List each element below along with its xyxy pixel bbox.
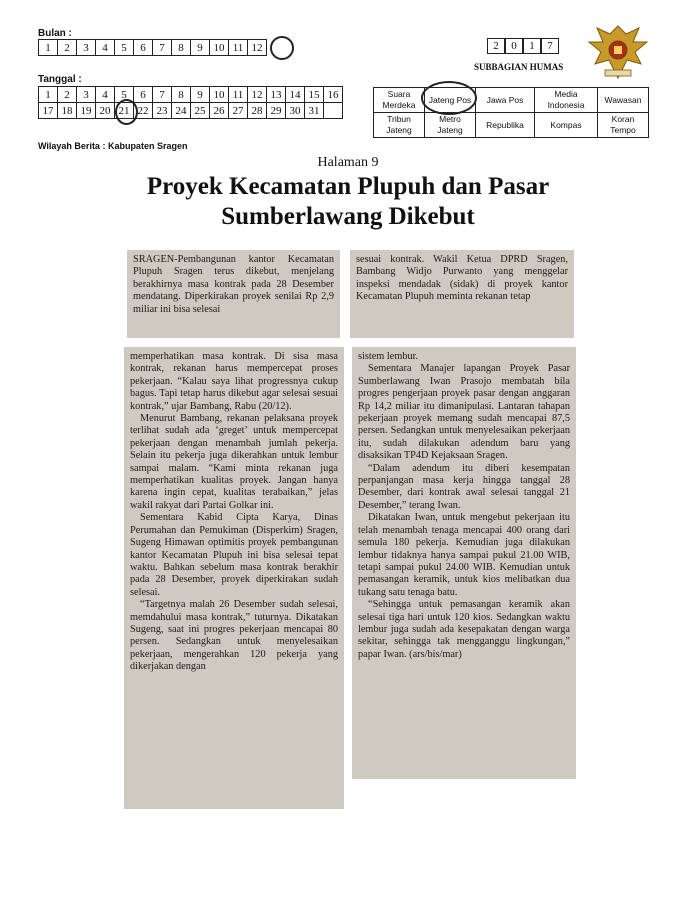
media-cell: Tribun Jateng (374, 113, 425, 138)
article-title (0, 172, 696, 232)
garuda-logo (583, 20, 653, 86)
article-paragraph: “Dalam adendum itu diberi kesempatan perpanjangan masa kerja hingga tanggal 28 Desember, dari kontrak awal selesai tanggal 21 Desember,” terang Iwan. (358, 462, 570, 511)
unit-label: SUBBAGIAN HUMAS (474, 62, 564, 72)
grid-cell (324, 103, 343, 119)
bulan-label: Bulan : (38, 28, 72, 39)
grid-cell: 26 (210, 103, 229, 119)
year-digit: 7 (541, 38, 559, 54)
grid-cell: 12 (248, 87, 267, 103)
clip-top-right (350, 250, 574, 338)
article-paragraph: Sementara Manajer lapangan Proyek Pasar Sumberlawang Iwan Prasojo membatah bila progres pengerjaan proyek pasar dengan anggaran Rp 14,2 miliar itu dimanipulasi. Lantaran tahapan pekerjaan proyek memang sudah mencapai 87,5 persen. Sedangkan untuk menyelesaikan pekerjaan itu, sudah dilakukan adendum baru yang disaksikan TP4D Kejaksaan Sragen. (358, 363, 570, 462)
media-circle-mark (421, 81, 477, 115)
article-paragraph: “Sehingga untuk pemasangan keramik akan selesai tiga hari untuk 120 kios. Sedangkan waktu lembur juga sudah ada kesepakatan dengan warga sekitar, sehingga tak mengganggu lingkungan,” papar Iwan. (ars/bis/mar) (358, 599, 570, 660)
year-digit: 0 (505, 38, 523, 54)
year-boxes (487, 36, 559, 54)
media-cell: Metro Jateng (425, 113, 476, 138)
date-circle-mark (115, 99, 138, 125)
grid-cell: 2 (58, 40, 77, 56)
media-cell: Media Indonesia (535, 88, 598, 113)
clip-top-left (127, 250, 340, 338)
grid-cell: 5 (115, 40, 134, 56)
grid-cell: 7 (153, 40, 172, 56)
article-paragraph: Sementara Kabid Cipta Karya, Dinas Perumahan dan Pemukiman (Disperkim) Sragen, Sugeng Himawan optimitis proyek pembangunan kantor Kecamatan Plupuh ini bisa selesai tepat waktu. Bahkan sebelum masa kontrak berakhir pada 28 Desember, proyek diperkirakan sudah selesai. (130, 512, 338, 598)
article-paragraph: Dikatakan Iwan, untuk mengebut pekerjaan itu telah menambah tenaga mencapai 400 orang dari semula 180 pekerja. Kemudian juga dilakukan lembur tidaknya hanya sampai pukul 21.00 WIB, tetapi sampai pukul 24.00 WIB. Kemudian untuk pemasangan keramik, untuk kios melibatkan dua tukang satu tenaga batu. (358, 512, 570, 598)
grid-cell: 6 (134, 87, 153, 103)
clip-column-1 (124, 347, 344, 809)
grid-cell: 11 (229, 40, 248, 56)
grid-cell: 8 (172, 87, 191, 103)
grid-cell: 30 (286, 103, 305, 119)
article-paragraph: Menurut Bambang, rekanan pelaksana proyek terlihat sudah ada ‘greget’ untuk mempercepat pekerjaan dengan menambah jumlah pekerja. Selain itu pekerja juga dikerahkan untuk lembur sampai malam. “Kami minta rekanan juga memperhatikan kualitas proyek. Jangan hanya karena ingin cepat, kualitas terabaikan,” jelas wakil rakyat dari Partai Golkar ini. (130, 413, 338, 511)
grid-cell: 3 (77, 87, 96, 103)
grid-cell: 3 (77, 40, 96, 56)
grid-cell: 27 (229, 103, 248, 119)
grid-cell: 4 (96, 40, 115, 56)
grid-cell: 25 (191, 103, 210, 119)
grid-cell: 15 (305, 87, 324, 103)
grid-cell: 8 (172, 40, 191, 56)
clip-text: sesuai kontrak. Wakil Ketua DPRD Sragen, Bambang Widjo Purwanto yang menggelar inspeksi mendadak (sidak) di proyek kantor Kecamatan Plupuh meminta rekanan tetap (356, 254, 568, 303)
article-paragraph: “Targetnya malah 26 Desember sudah selesai, memdahului masa kontrak,” tuturnya. Dikatakan Sugeng, saat ini progres pekerjaan mencapai 80 persen. Sedangkan untuk menyelesaikan pekerjaan, mengerahkan 120 pekerja yang dikerjakan dengan (130, 599, 338, 673)
clip-column-2 (352, 347, 576, 779)
grid-cell: 12 (248, 40, 267, 56)
grid-cell: 13 (267, 87, 286, 103)
grid-cell: 1 (39, 40, 58, 56)
grid-cell: 31 (305, 103, 324, 119)
year-digit: 2 (487, 38, 505, 54)
title-line-1: Proyek Kecamatan Plupuh dan Pasar (146, 173, 550, 200)
grid-cell: 10 (210, 40, 229, 56)
grid-cell: 9 (191, 40, 210, 56)
wilayah-label: Wilayah Berita : Kabupaten Sragen (38, 141, 188, 151)
media-cell: Jateng Pos (425, 88, 476, 113)
grid-cell: 28 (248, 103, 267, 119)
article-paragraph: sistem lembur. (358, 351, 419, 362)
grid-cell: 11 (229, 87, 248, 103)
media-table (373, 87, 649, 138)
grid-cell: 17 (39, 103, 58, 119)
year-digit: 1 (523, 38, 541, 54)
tanggal-label: Tanggal : (38, 74, 82, 85)
media-cell: Wawasan (598, 88, 649, 113)
grid-cell: 18 (58, 103, 77, 119)
grid-cell: 10 (210, 87, 229, 103)
media-cell: Kompas (535, 113, 598, 138)
grid-cell: 20 (96, 103, 115, 119)
media-cell: Jawa Pos (476, 88, 535, 113)
grid-cell: 6 (134, 40, 153, 56)
bulan-grid (38, 39, 267, 56)
grid-cell: 7 (153, 87, 172, 103)
grid-cell: 2 (58, 87, 77, 103)
grid-cell: 1 (39, 87, 58, 103)
clip-text: SRAGEN-Pembangunan kantor Kecamatan Plupuh Sragen terus dikebut, menjelang berakhirnya masa kontrak pada 28 Desember mendatang. Diperkirakan proyek senilai Rp 2,9 miliar ini bisa selesai (133, 254, 334, 315)
title-line-2: Sumberlawang Dikebut (221, 203, 475, 230)
grid-cell: 21 (115, 103, 134, 119)
media-cell: Koran Tempo (598, 113, 649, 138)
grid-cell: 9 (191, 87, 210, 103)
page-number: Halaman 9 (317, 155, 379, 170)
grid-cell: 29 (267, 103, 286, 119)
article-paragraph: memperhatikan masa kontrak. Di sisa masa kontrak, rekanan harus mempercepat proses pekerjaan. “Kalau saya lihat progressnya cukup bagus. Tapi tetap harus dikebut agar selesai sesuai kontrak,” ujar Bambang, Rabu (20/12). (130, 351, 338, 412)
grid-cell: 23 (153, 103, 172, 119)
grid-cell: 22 (134, 103, 153, 119)
grid-cell: 5 (115, 87, 134, 103)
month-circle-mark (270, 36, 294, 60)
grid-cell: 14 (286, 87, 305, 103)
media-cell: Republika (476, 113, 535, 138)
media-cell: Suara Merdeka (374, 88, 425, 113)
grid-cell: 4 (96, 87, 115, 103)
tanggal-grid (38, 86, 343, 119)
grid-cell: 19 (77, 103, 96, 119)
grid-cell: 24 (172, 103, 191, 119)
grid-cell: 16 (324, 87, 343, 103)
